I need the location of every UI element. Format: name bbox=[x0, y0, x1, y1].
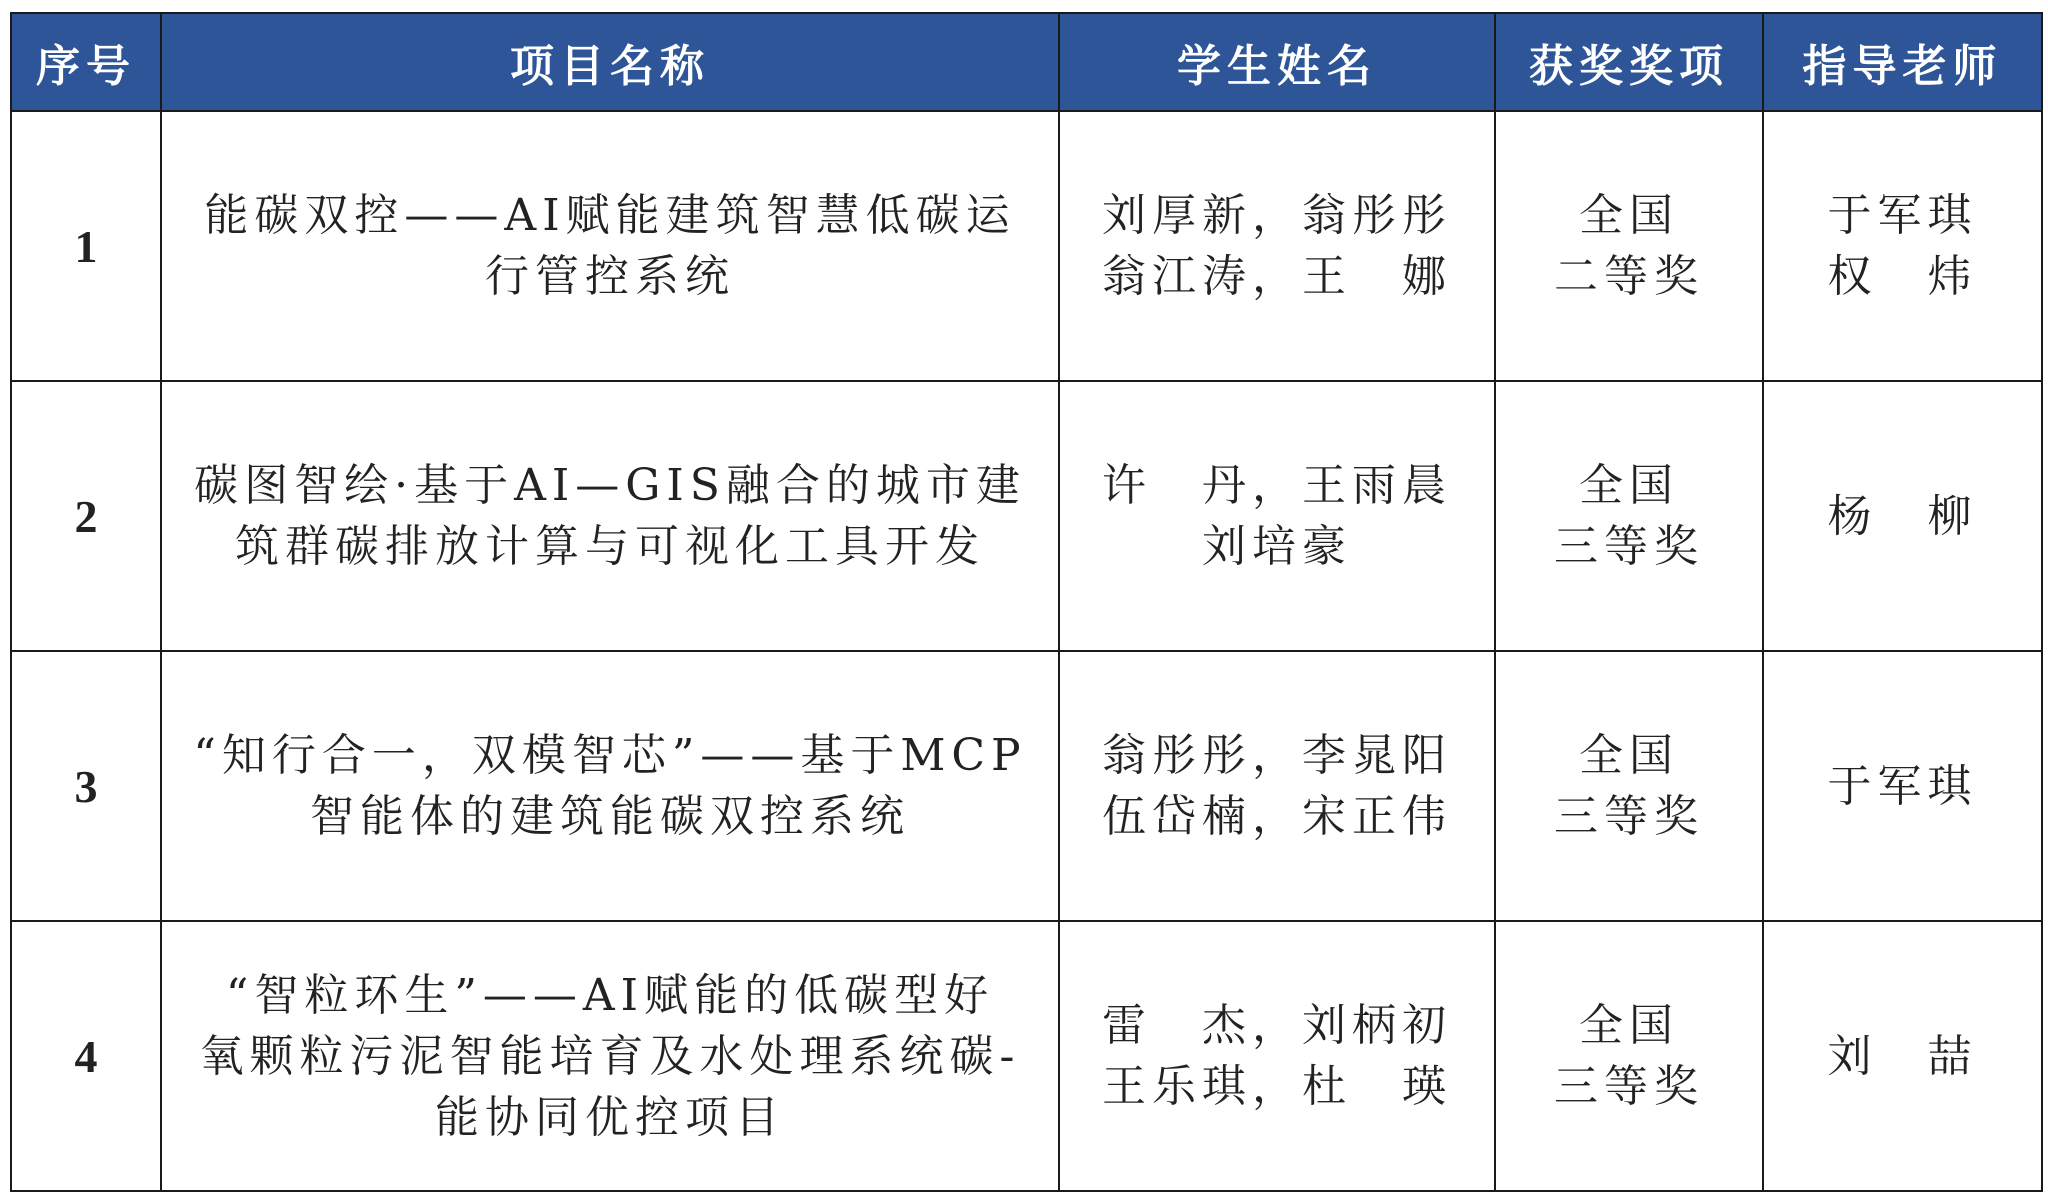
header-advisor: 指导老师 bbox=[1763, 13, 2042, 111]
header-row bbox=[11, 13, 2042, 111]
advisor-names-line: 于军琪 bbox=[1827, 760, 1978, 812]
project-name-line: 碳图智绘·基于AI—GIS融合的城市建 bbox=[194, 460, 1026, 511]
student-names-line: 王乐琪，杜 瑛 bbox=[1102, 1061, 1452, 1112]
award-level-line: 三等奖 bbox=[1554, 1061, 1704, 1112]
table-row bbox=[11, 921, 2042, 1191]
project-name-line: 智能体的建筑能碳双控系统 bbox=[310, 791, 910, 842]
header-award: 获奖奖项 bbox=[1495, 13, 1763, 111]
header-no: 序号 bbox=[11, 13, 161, 111]
row-number: 3 bbox=[11, 651, 161, 921]
advisor-names-line: 于军琪 bbox=[1827, 190, 1978, 241]
project-name-line: “知行合一，双模智芯”——基于MCP bbox=[193, 730, 1027, 781]
award-level-line: 全国 bbox=[1579, 730, 1679, 781]
table-row bbox=[11, 381, 2042, 651]
student-names-line: 翁江涛，王 娜 bbox=[1102, 251, 1452, 302]
awards-table bbox=[10, 12, 2043, 1192]
student-names-line: 许 丹，王雨晨 bbox=[1102, 460, 1452, 511]
student-names-line: 雷 杰，刘柄初 bbox=[1102, 1000, 1452, 1051]
award-level-line: 三等奖 bbox=[1554, 791, 1704, 842]
project-name-line: 行管控系统 bbox=[485, 251, 735, 302]
table-row bbox=[11, 111, 2042, 381]
row-number: 2 bbox=[11, 381, 161, 651]
advisor-names bbox=[1763, 651, 2042, 921]
project-name-line: 筑群碳排放计算与可视化工具开发 bbox=[235, 521, 985, 572]
award-level-line: 三等奖 bbox=[1554, 521, 1704, 572]
advisor-names bbox=[1763, 921, 2042, 1191]
award-level-line: 二等奖 bbox=[1554, 251, 1704, 302]
student-names-line: 伍岱楠，宋正伟 bbox=[1102, 791, 1452, 842]
project-name-line: 能碳双控——AI赋能建筑智慧低碳运 bbox=[204, 190, 1016, 241]
project-name-line: 氧颗粒污泥智能培育及水处理系统碳- bbox=[199, 1030, 1021, 1082]
header-students: 学生姓名 bbox=[1059, 13, 1495, 111]
award-level-line: 全国 bbox=[1579, 1000, 1679, 1051]
project-name-line: 能协同优控项目 bbox=[435, 1091, 785, 1143]
student-names bbox=[1059, 921, 1495, 1191]
project-name bbox=[161, 111, 1059, 381]
student-names bbox=[1059, 381, 1495, 651]
student-names bbox=[1059, 651, 1495, 921]
header-project: 项目名称 bbox=[161, 13, 1059, 111]
student-names-line: 翁彤彤，李晁阳 bbox=[1102, 730, 1452, 781]
table-header bbox=[11, 13, 2042, 111]
advisor-names bbox=[1763, 381, 2042, 651]
advisor-names-line: 杨 柳 bbox=[1827, 490, 1978, 542]
student-names-line: 刘培豪 bbox=[1202, 521, 1352, 572]
advisor-names-line: 权 炜 bbox=[1827, 251, 1978, 302]
project-name bbox=[161, 381, 1059, 651]
project-name-line: “智粒环生”——AI赋能的低碳型好 bbox=[225, 969, 995, 1021]
award-level bbox=[1495, 651, 1763, 921]
project-name bbox=[161, 651, 1059, 921]
student-names bbox=[1059, 111, 1495, 381]
row-number: 1 bbox=[11, 111, 161, 381]
award-level-line: 全国 bbox=[1579, 190, 1679, 241]
student-names-line: 刘厚新，翁彤彤 bbox=[1102, 190, 1452, 241]
award-level bbox=[1495, 381, 1763, 651]
advisor-names-line: 刘 喆 bbox=[1827, 1030, 1978, 1082]
award-level-line: 全国 bbox=[1579, 460, 1679, 511]
row-number: 4 bbox=[11, 921, 161, 1191]
award-level bbox=[1495, 921, 1763, 1191]
project-name bbox=[161, 921, 1059, 1191]
advisor-names bbox=[1763, 111, 2042, 381]
award-level bbox=[1495, 111, 1763, 381]
table-row bbox=[11, 651, 2042, 921]
